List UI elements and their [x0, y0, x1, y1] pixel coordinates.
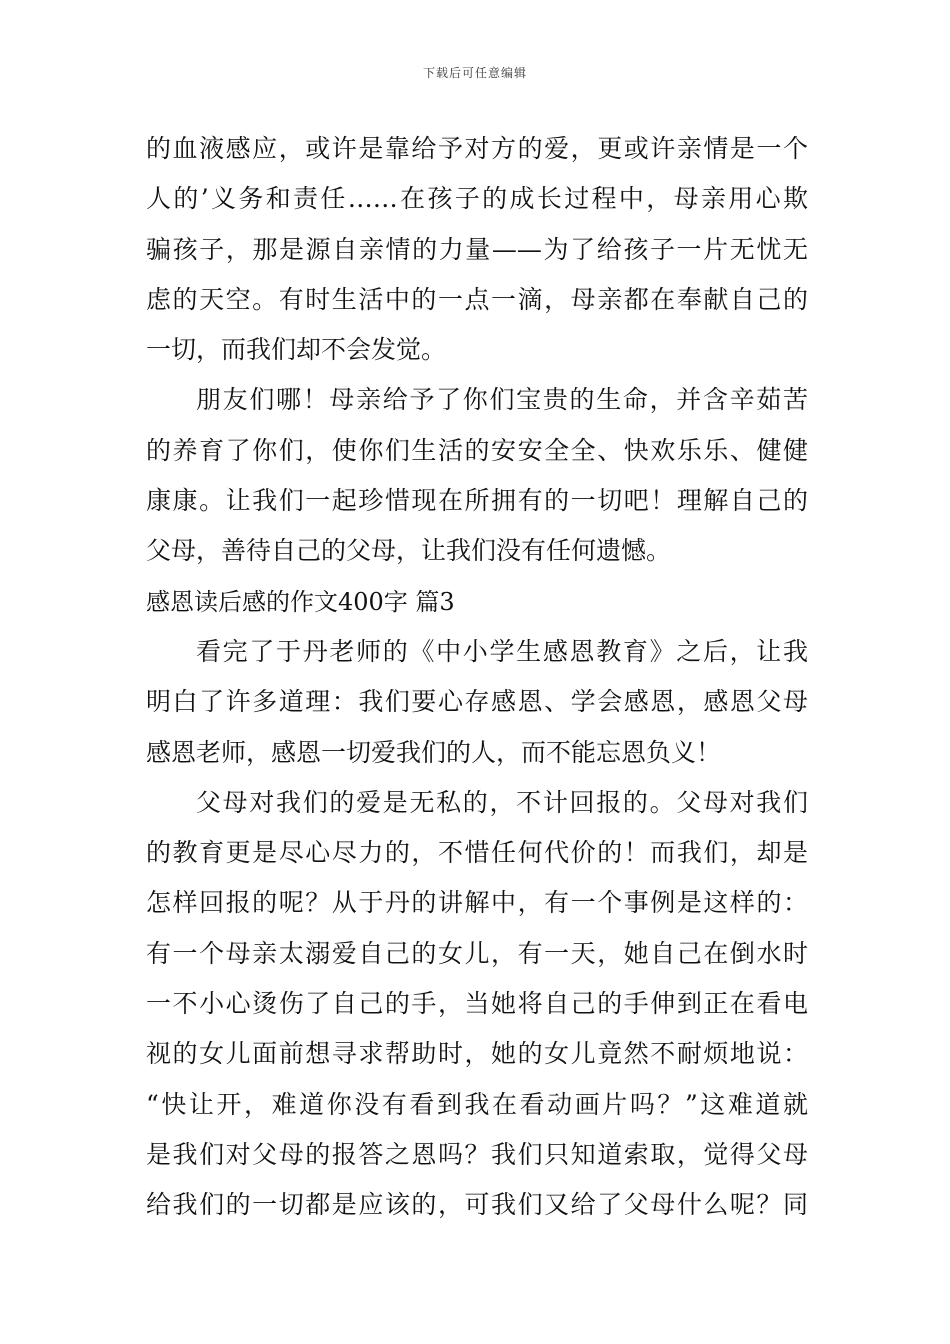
body-line: 骗孩子，那是源自亲情的力量——为了给孩子一片无忧无: [146, 234, 808, 264]
body-line: 感恩老师，感恩一切爱我们的人，而不能忘恩负义！: [146, 737, 722, 767]
body-line: 的养育了你们，使你们生活的安安全全、快欢乐乐、健健: [146, 435, 808, 465]
body-line: 是我们对父母的报答之恩吗？我们只知道索取，觉得父母: [146, 1139, 808, 1169]
body-line: 人的’义务和责任……在孩子的成长过程中，母亲用心欺: [146, 184, 808, 214]
body-line: 给我们的一切都是应该的，可我们又给了父母什么呢？同: [146, 1190, 808, 1220]
body-line: 明白了许多道理：我们要心存感恩、学会感恩，感恩父母: [146, 687, 808, 717]
document-body: [146, 124, 808, 1231]
body-line: 康康。让我们一起珍惜现在所拥有的一切吧！理解自己的: [146, 486, 808, 516]
body-line: 父母对我们的爱是无私的，不计回报的。父母对我们: [196, 787, 808, 817]
body-line: 一不小心烫伤了自己的手，当她将自己的手伸到正在看电: [146, 989, 808, 1019]
body-line: 的血液感应，或许是靠给予对方的爱，更或许亲情是一个: [146, 134, 808, 163]
body-line: 虑的天空。有时生活中的一点一滴，母亲都在奉献自己的: [146, 284, 808, 314]
page-header: 下载后可任意编辑: [422, 66, 527, 80]
body-line: 父母，善待自己的父母，让我们没有任何遗憾。: [146, 536, 672, 566]
body-line: 一切，而我们却不会发觉。: [146, 335, 447, 365]
body-line: 看完了于丹老师的《中小学生感恩教育》之后，让我: [196, 636, 808, 666]
body-line: 有一个母亲太溺爱自己的女儿，有一天，她自己在倒水时: [146, 938, 808, 968]
body-line: 朋友们哪！母亲给予了你们宝贵的生命，并含辛茹苦: [196, 385, 808, 415]
body-line: “快让开，难道你没有看到我在看动画片吗？”这难道就: [146, 1089, 808, 1119]
section-heading: 感恩读后感的作文400字 篇3: [146, 587, 455, 616]
body-line: 怎样回报的呢？从于丹的讲解中，有一个事例是这样的：: [146, 888, 808, 918]
body-line: 视的女儿面前想寻求帮助时，她的女儿竟然不耐烦地说：: [146, 1039, 808, 1069]
body-line: 的教育更是尽心尽力的，不惜任何代价的！而我们，却是: [146, 838, 808, 868]
